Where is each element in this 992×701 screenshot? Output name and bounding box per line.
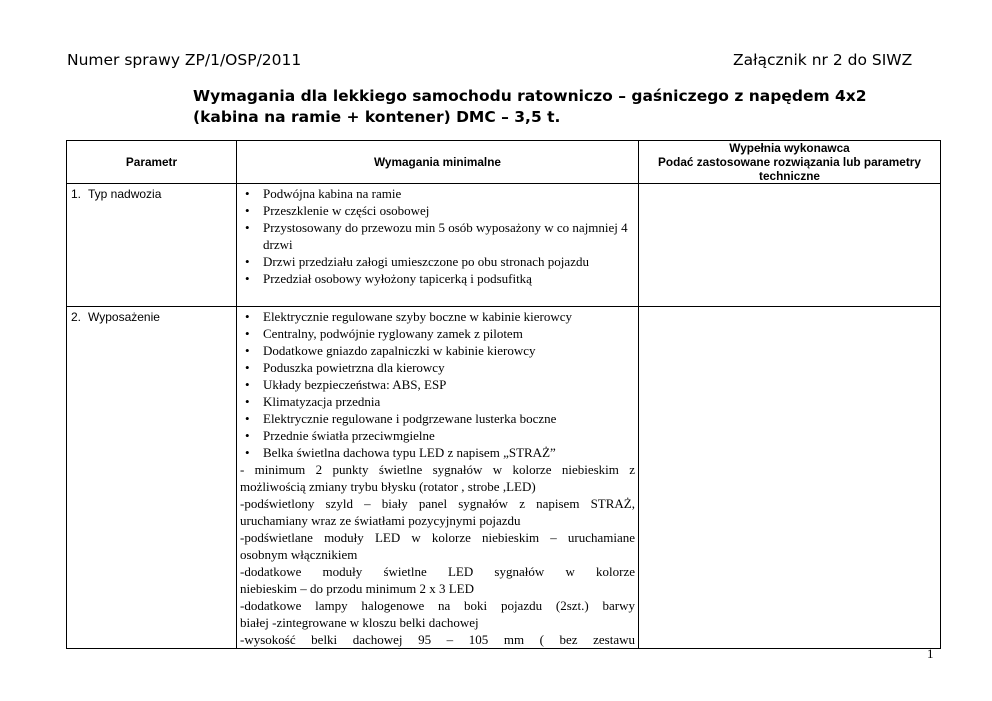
requirements-cell xyxy=(237,184,639,307)
contractor-header-line1: Wypełnia wykonawca xyxy=(729,141,850,155)
spec-line: możliwością zmiany trybu błysku (rotator , strobe ,LED) xyxy=(240,479,536,494)
case-number: Numer sprawy ZP/1/OSP/2011 xyxy=(67,51,302,69)
contractor-header-line2: Podać zastosowane rozwiązania lub parametry techniczne xyxy=(658,155,921,183)
spec-line: -podświetlane moduły LED w kolorze niebieskim – uruchamiane xyxy=(240,530,635,545)
param-number: 1. xyxy=(71,187,82,201)
attachment-label: Załącznik nr 2 do SIWZ xyxy=(733,51,913,69)
spec-line: -wysokość belki dachowej 95 – 105 mm ( bez zestawu xyxy=(240,632,635,647)
list-item: • Elektrycznie regulowane i podgrzewane lusterka boczne xyxy=(263,410,635,427)
table-row xyxy=(67,307,941,649)
param-name: Typ nadwozia xyxy=(88,187,162,201)
param-number: 2. xyxy=(71,310,82,324)
column-header-contractor xyxy=(639,141,941,184)
table-header-row xyxy=(67,141,941,184)
list-item: • Przeszklenie w części osobowej xyxy=(263,202,635,219)
spec-line: - minimum 2 punkty świetlne sygnałów w kolorze niebieskim z xyxy=(240,462,635,477)
document-title-line2: (kabina na ramie + kontener) DMC – 3,5 t. xyxy=(193,108,561,126)
list-item: • Układy bezpieczeństwa: ABS, ESP xyxy=(263,376,635,393)
param-cell xyxy=(67,307,237,649)
column-header-param: Parametr xyxy=(67,141,237,184)
page-number: 1 xyxy=(927,646,934,661)
document-title-line1: Wymagania dla lekkiego samochodu ratowniczo – gaśniczego z napędem 4x2 xyxy=(193,87,867,105)
spec-line: białej -zintegrowane w kloszu belki dachowej xyxy=(240,615,479,630)
contractor-input-cell[interactable] xyxy=(639,184,941,307)
requirements-list xyxy=(240,308,635,461)
list-item: • Dodatkowe gniazdo zapalniczki w kabinie kierowcy xyxy=(263,342,635,359)
spec-line: niebieskim – do przodu minimum 2 x 3 LED xyxy=(240,581,474,596)
requirements-cell xyxy=(237,307,639,649)
list-item: • Poduszka powietrzna dla kierowcy xyxy=(263,359,635,376)
list-item: • Elektrycznie regulowane szyby boczne w kabinie kierowcy xyxy=(263,308,635,325)
table-row xyxy=(67,184,941,307)
spec-line: uruchamiany wraz ze światłami pozycyjnymi pojazdu xyxy=(240,513,521,528)
list-item: • Przedział osobowy wyłożony tapicerką i podsufitką xyxy=(263,270,635,287)
param-cell xyxy=(67,184,237,307)
requirements-list xyxy=(240,185,635,287)
list-item: • Przystosowany do przewozu min 5 osób wyposażony w co najmniej 4 drzwi xyxy=(263,219,635,253)
list-item: • Podwójna kabina na ramie xyxy=(263,185,635,202)
requirements-table xyxy=(66,140,941,649)
spec-line: -podświetlony szyld – biały panel sygnałów z napisem STRAŻ, xyxy=(240,496,635,511)
spec-line: -dodatkowe lampy halogenowe na boki pojazdu (2szt.) barwy xyxy=(240,598,635,613)
contractor-input-cell[interactable] xyxy=(639,307,941,649)
param-name: Wyposażenie xyxy=(88,310,160,324)
list-item: • Przednie światła przeciwmgielne xyxy=(263,427,635,444)
column-header-requirements: Wymagania minimalne xyxy=(237,141,639,184)
spec-line: -dodatkowe moduły świetlne LED sygnałów w kolorze xyxy=(240,564,635,579)
list-item: • Centralny, podwójnie ryglowany zamek z pilotem xyxy=(263,325,635,342)
spec-line: osobnym włącznikiem xyxy=(240,547,358,562)
list-item: • Drzwi przedziału załogi umieszczone po obu stronach pojazdu xyxy=(263,253,635,270)
list-item: • Klimatyzacja przednia xyxy=(263,393,635,410)
list-item: • Belka świetlna dachowa typu LED z napisem „STRAŻ” xyxy=(263,444,635,461)
